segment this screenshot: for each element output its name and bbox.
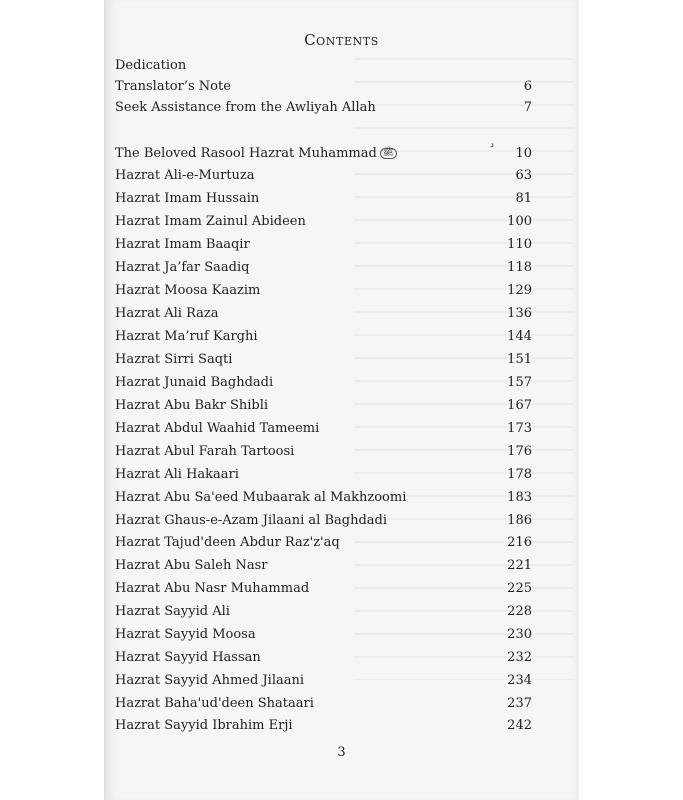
- toc-entry-page: 216: [507, 535, 532, 550]
- toc-entry-page: 230: [507, 627, 532, 642]
- toc-entry-title: Hazrat Abu Bakr Shibli: [115, 398, 269, 413]
- toc-entry-page: 232: [507, 650, 532, 665]
- toc-entry-title: The Beloved Rasool Hazrat Muhammad: [115, 146, 377, 161]
- toc-entry: [115, 533, 532, 553]
- toc-entry: [115, 281, 532, 301]
- toc-entry: [115, 694, 532, 714]
- toc-entry-page: 225: [507, 581, 532, 596]
- toc-entry-page: 221: [507, 558, 532, 573]
- toc-entry-page: 63: [515, 168, 532, 183]
- toc-entry-page: 7: [523, 100, 532, 115]
- toc-entry-title: Hazrat Imam Hussain: [115, 191, 260, 206]
- toc-entry-title: Hazrat Baha'ud'deen Shataari: [115, 696, 314, 711]
- toc-entry: [115, 625, 532, 645]
- toc-entry-title: Hazrat Ali Raza: [115, 306, 219, 321]
- toc-entry-title: Hazrat Abdul Waahid Tameemi: [115, 421, 320, 436]
- toc-entry-page: 6: [523, 79, 532, 94]
- toc-entry: [115, 602, 532, 622]
- toc-entry-page: 81: [515, 191, 532, 206]
- toc-entry-title: Hazrat Ali-e-Murtuza: [115, 168, 255, 183]
- toc-entry-title: Hazrat Sayyid Ibrahim Erji: [115, 718, 293, 733]
- toc-entry-title: Hazrat Moosa Kaazim: [115, 283, 261, 298]
- toc-entry: [115, 304, 532, 324]
- toc-entry-title: Hazrat Sayyid Moosa: [115, 627, 256, 642]
- toc-entry: [115, 77, 532, 97]
- toc-entry-page: 237: [507, 696, 532, 711]
- toc-entry-title: Hazrat Sayyid Ahmed Jilaani: [115, 673, 305, 688]
- toc-entry-title: Hazrat Imam Baaqir: [115, 237, 250, 252]
- toc-entry: [115, 396, 532, 416]
- toc-entry-title: Hazrat Abul Farah Tartoosi: [115, 444, 295, 459]
- toc-entry: [115, 98, 532, 118]
- toc-entry-title: Hazrat Ja’far Saadiq: [115, 260, 250, 275]
- toc-entry-page: 129: [507, 283, 532, 298]
- toc-entry-title: Hazrat Ma’ruf Karghi: [115, 329, 258, 344]
- toc-entry: [115, 579, 532, 599]
- toc-entry: [115, 488, 532, 508]
- toc-entry: [115, 648, 532, 668]
- toc-entry-page: 228: [507, 604, 532, 619]
- toc-entry-title: Hazrat Sayyid Hassan: [115, 650, 261, 665]
- toc-entry-page: 100: [507, 214, 532, 229]
- toc-entry: [115, 511, 532, 531]
- toc-entry: [115, 212, 532, 232]
- toc-entry-title: Hazrat Sayyid Ali: [115, 604, 230, 619]
- toc-entry-page: 183: [507, 490, 532, 505]
- toc-entry-page: 110: [507, 237, 532, 252]
- toc-entry: [115, 189, 532, 209]
- toc-entry-title: Dedication: [115, 58, 187, 73]
- toc-entry-page: 173: [507, 421, 532, 436]
- toc-entry-page: 144: [507, 329, 532, 344]
- toc-entry-page: 186: [507, 513, 532, 528]
- toc-entry-title: Hazrat Abu Saleh Nasr: [115, 558, 268, 573]
- toc-entry: [115, 556, 532, 576]
- toc-entry-page: 118: [507, 260, 532, 275]
- toc-entry-title: Hazrat Junaid Baghdadi: [115, 375, 274, 390]
- toc-entry: [115, 350, 532, 370]
- toc-entry: [115, 144, 532, 164]
- toc-entry: [115, 419, 532, 439]
- toc-entry: [115, 442, 532, 462]
- page-number: 3: [337, 745, 346, 760]
- toc-entry-page: 234: [507, 673, 532, 688]
- honorific-glyph: ﷺ: [380, 148, 397, 159]
- toc-entry-page: 136: [507, 306, 532, 321]
- toc-entry-title: Hazrat Sirri Saqti: [115, 352, 233, 367]
- toc-entry: [115, 166, 532, 186]
- toc-entry-page: 10: [515, 146, 532, 161]
- toc-entry-page: 167: [507, 398, 532, 413]
- page-title: Contents: [304, 31, 379, 49]
- toc-entry: [115, 373, 532, 393]
- toc-entry: [115, 56, 532, 76]
- toc-entry: [115, 671, 532, 691]
- toc-entry-title: Translator’s Note: [115, 79, 231, 94]
- toc-entry-page: 151: [507, 352, 532, 367]
- toc-entry-title: Hazrat Tajud'deen Abdur Raz'z'aq: [115, 535, 340, 550]
- toc-entry-title: Hazrat Imam Zainul Abideen: [115, 214, 306, 229]
- toc-entry-page: 176: [507, 444, 532, 459]
- toc-entry-title: Seek Assistance from the Awliyah Allah: [115, 100, 376, 115]
- toc-entry: [115, 465, 532, 485]
- book-page: [104, 0, 579, 800]
- toc-entry: [115, 258, 532, 278]
- toc-entry-title: Hazrat Ghaus-e-Azam Jilaani al Baghdadi: [115, 513, 388, 528]
- toc-entry-title-wrap: [115, 144, 397, 164]
- toc-entry-title: Hazrat Ali Hakaari: [115, 467, 239, 482]
- toc-entry: [115, 327, 532, 347]
- margin-mark: ﺩ: [490, 140, 495, 150]
- toc-entry: [115, 235, 532, 255]
- toc-entry: [115, 716, 532, 736]
- toc-entry-title: Hazrat Abu Nasr Muhammad: [115, 581, 310, 596]
- toc-entry-page: 178: [507, 467, 532, 482]
- toc-entry-title: Hazrat Abu Sa'eed Mubaarak al Makhzoomi: [115, 490, 407, 505]
- toc-entry-page: 157: [507, 375, 532, 390]
- toc-entry-page: 242: [507, 718, 532, 733]
